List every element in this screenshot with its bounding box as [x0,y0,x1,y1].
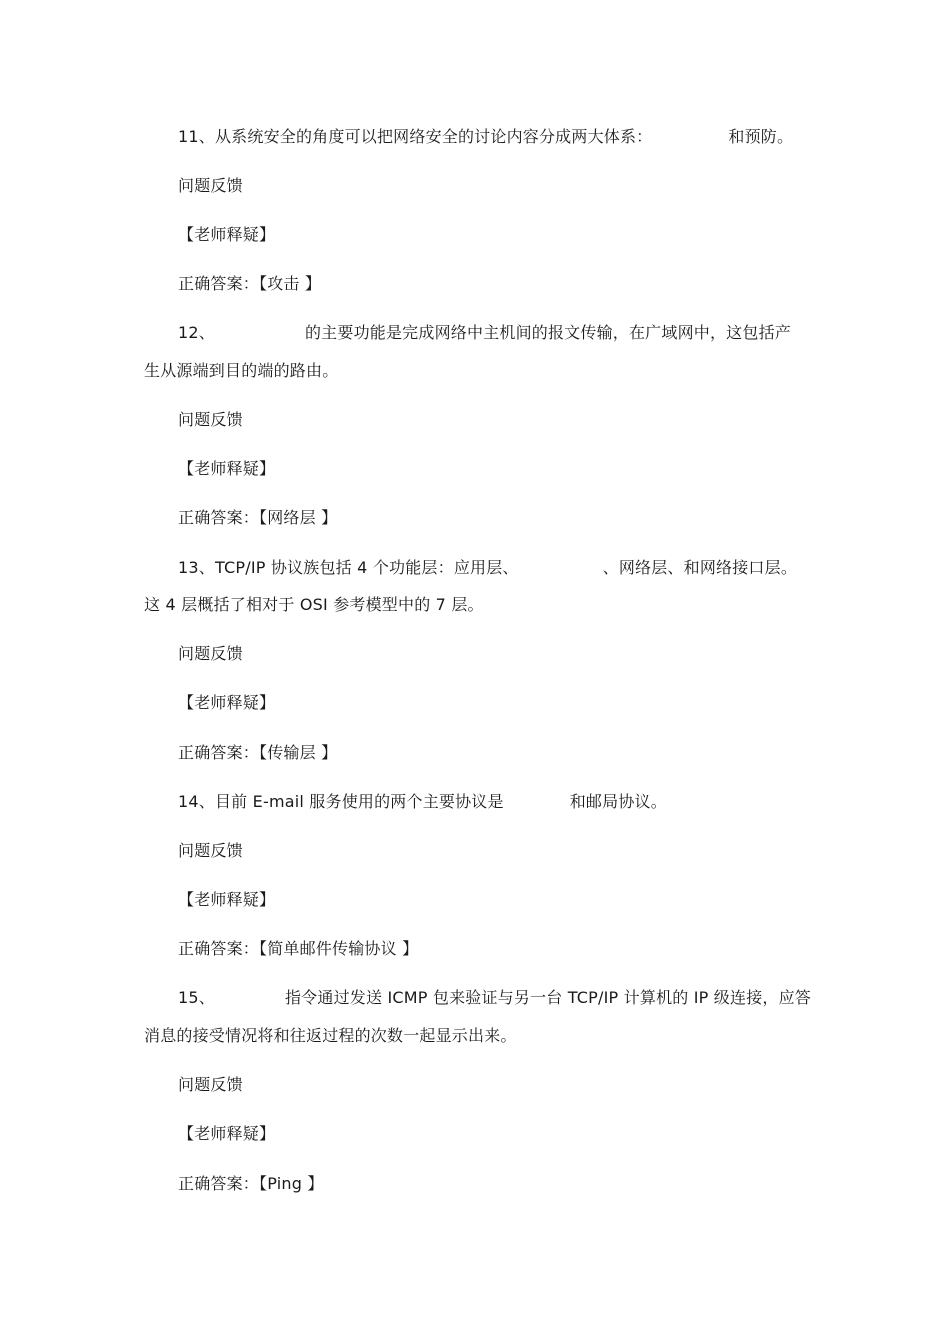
correct-answer-label: 正确答案： [178,1174,260,1193]
correct-answer [178,938,418,960]
correct-answer-value: 【简单邮件传输协议 】 [259,939,419,958]
question-number: 15、 [178,988,215,1007]
question-text-part-b: 和预防。 [728,127,794,146]
question-text-part-a: TCP/IP 协议族包括 4 个功能层：应用层、 [214,558,519,577]
teacher-explanation-link[interactable]: 【老师释疑】 [178,459,276,478]
question-text-continued: 消息的接受情况将和往返过程的次数一起显示出来。 [144,1026,517,1045]
correct-answer-value: 【攻击 】 [259,274,322,293]
correct-answer [178,742,337,764]
teacher-explanation-link[interactable]: 【老师释疑】 [178,890,276,909]
question-text-part-a: 从系统安全的角度可以把网络安全的讨论内容分成两大体系： [214,127,653,146]
correct-answer-label: 正确答案： [178,508,260,527]
question-text [178,791,667,813]
teacher-explanation-link[interactable]: 【老师释疑】 [178,693,276,712]
correct-answer-value: 【传输层 】 [259,743,338,762]
teacher-explanation-link[interactable]: 【老师释疑】 [178,225,276,244]
question-text [178,987,811,1009]
correct-answer-value: 【网络层 】 [259,508,338,527]
question-text-continued: 这 4 层概括了相对于 OSI 参考模型中的 7 层。 [144,595,484,614]
correct-answer-value: 【Ping 】 [259,1174,324,1193]
question-number: 12、 [178,323,215,342]
feedback-link[interactable]: 问题反馈 [178,644,243,663]
question-text-part-a: 目前 E-mail 服务使用的两个主要协议是 [214,792,504,811]
question-text-part-b: 和邮局协议。 [569,792,667,811]
correct-answer [178,1173,324,1195]
feedback-link[interactable]: 问题反馈 [178,1075,243,1094]
question-text [178,557,797,579]
feedback-link[interactable]: 问题反馈 [178,841,243,860]
feedback-link[interactable]: 问题反馈 [178,410,243,429]
question-number: 14、 [178,792,215,811]
correct-answer-label: 正确答案： [178,274,260,293]
correct-answer [178,273,321,295]
question-text-continued: 生从源端到目的端的路由。 [144,361,339,380]
question-text-part-b: 的主要功能是完成网络中主机间的报文传输，在广域网中，这包括产 [304,323,791,342]
question-text-part-b: 、网络层、和网络接口层。 [602,558,798,577]
correct-answer-label: 正确答案： [178,743,260,762]
teacher-explanation-link[interactable]: 【老师释疑】 [178,1124,276,1143]
question-text [178,126,793,148]
feedback-link[interactable]: 问题反馈 [178,176,243,195]
correct-answer [178,507,337,529]
question-text [178,322,791,344]
question-text-part-b: 指令通过发送 ICMP 包来验证与另一台 TCP/IP 计算机的 IP 级连接，应答 [284,988,812,1007]
correct-answer-label: 正确答案： [178,939,260,958]
question-number: 13、 [178,558,215,577]
question-number: 11、 [178,127,215,146]
